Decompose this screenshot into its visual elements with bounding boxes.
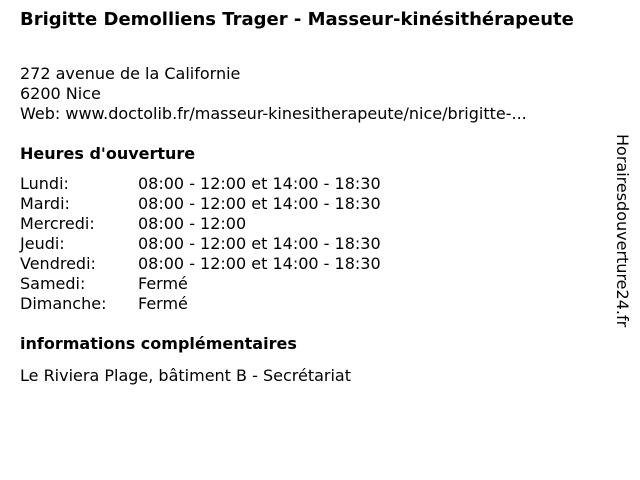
site-watermark [612, 134, 634, 344]
day-label: Lundi: [20, 174, 69, 193]
additional-info-text: Le Riviera Plage, bâtiment B - Secrétariat [20, 366, 351, 385]
day-label: Mercredi: [20, 214, 95, 233]
day-label: Vendredi: [20, 254, 96, 273]
hours-row-dimanche [20, 294, 381, 314]
hours-row-mercredi [20, 214, 381, 234]
additional-info-heading: informations complémentaires [20, 334, 297, 353]
hours-value: Fermé [138, 274, 188, 293]
website-line: Web: www.doctolib.fr/masseur-kinesitherapeute/nice/brigitte-... [20, 104, 527, 123]
hours-value: 08:00 - 12:00 et 14:00 - 18:30 [138, 234, 381, 253]
hours-value: 08:00 - 12:00 et 14:00 - 18:30 [138, 194, 381, 213]
watermark-text: Horairesdouverture24.fr [613, 134, 632, 328]
hours-value: 08:00 - 12:00 [138, 214, 247, 233]
address-block [20, 64, 527, 124]
hours-value: Fermé [138, 294, 188, 313]
business-title: Brigitte Demolliens Trager - Masseur-kinésithérapeute [20, 9, 574, 30]
opening-hours-heading: Heures d'ouverture [20, 144, 196, 163]
hours-value: 08:00 - 12:00 et 14:00 - 18:30 [138, 254, 381, 273]
hours-row-vendredi [20, 254, 381, 274]
day-label: Jeudi: [20, 234, 65, 253]
day-label: Dimanche: [20, 294, 107, 313]
day-label: Mardi: [20, 194, 70, 213]
street-address: 272 avenue de la Californie [20, 64, 241, 83]
hours-row-samedi [20, 274, 381, 294]
day-label: Samedi: [20, 274, 86, 293]
hours-row-mardi [20, 194, 381, 214]
city-address: 6200 Nice [20, 84, 101, 103]
hours-value: 08:00 - 12:00 et 14:00 - 18:30 [138, 174, 381, 193]
hours-row-lundi [20, 174, 381, 194]
opening-hours-table [20, 174, 381, 314]
hours-row-jeudi [20, 234, 381, 254]
